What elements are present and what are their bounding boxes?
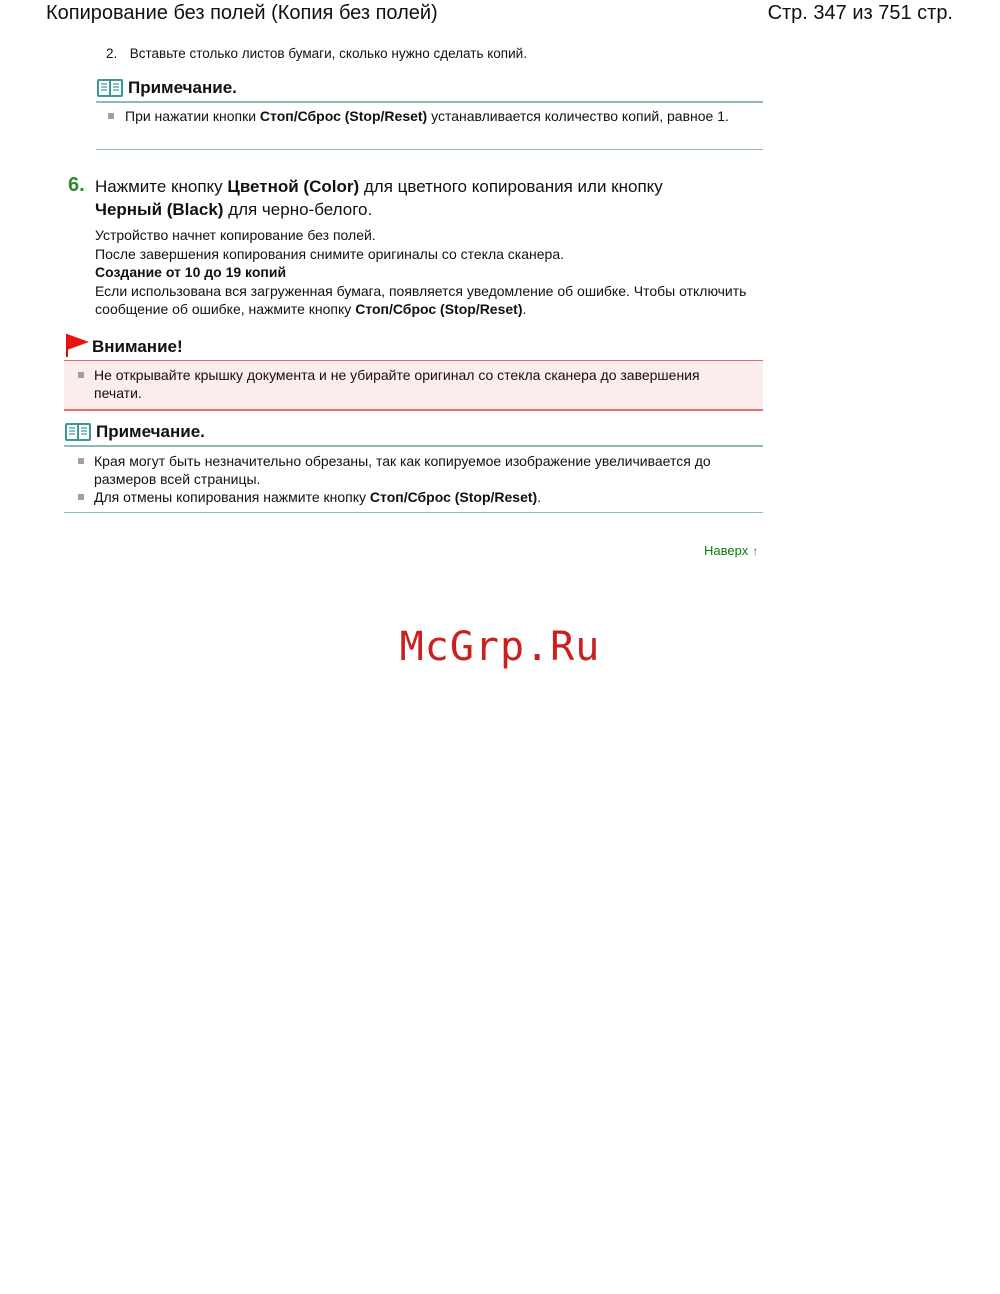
body-line-1: Устройство начнет копирование без полей. <box>95 227 376 243</box>
note-1-item <box>108 107 748 125</box>
step-2-text: Вставьте столько листов бумаги, сколько нужно сделать копий. <box>129 46 527 61</box>
step-2-number: 2. <box>106 46 118 61</box>
warning-title: Внимание! <box>92 337 183 356</box>
stop-reset-key-label: Стоп/Сброс (Stop/Reset) <box>355 301 523 317</box>
body-line-3 <box>95 282 755 319</box>
note-1-item-text: При нажатии кнопки <box>125 108 260 124</box>
bullet-square-icon <box>78 372 84 378</box>
warning-item <box>78 366 748 402</box>
step-6-text <box>95 175 755 221</box>
step-6-number: 6. <box>68 174 85 196</box>
note-1-top-rule <box>96 101 763 103</box>
note-2-item-1 <box>78 452 738 488</box>
back-to-top-label[interactable]: Наверх <box>704 543 749 558</box>
color-key-label: Цветной (Color) <box>227 177 360 196</box>
book-icon <box>64 422 92 442</box>
step-6-text-part: для цветного копирования или кнопку <box>359 177 663 196</box>
step-6-text-part: Нажмите кнопку <box>95 177 228 196</box>
step-6-body <box>95 226 755 319</box>
arrow-up-icon[interactable]: ↑ <box>752 543 759 558</box>
note-1-heading <box>96 78 237 98</box>
watermark: McGrp.Ru <box>399 624 601 670</box>
note-2-heading <box>64 422 205 442</box>
back-to-top-link[interactable] <box>704 543 758 558</box>
bullet-square-icon <box>78 458 84 464</box>
note-2-top-rule <box>64 445 763 447</box>
body-line-3-text: Если использована вся загруженная бумага, появляется уведомление об ошибке. Чтобы отключить сообщение об ошибке, нажмите кнопку <box>95 282 747 317</box>
stop-reset-key-label: Стоп/Сброс (Stop/Reset) <box>259 108 428 124</box>
bullet-square-icon <box>108 113 114 119</box>
step-6-text-part: для черно-белого. <box>223 200 373 219</box>
body-line-3-end: . <box>522 301 527 317</box>
note-2-item-1-text: Края могут быть незначительно обрезаны, так как копируемое изображение увеличивается до размеров всей страницы. <box>94 453 711 487</box>
note-1-bottom-rule <box>96 149 763 150</box>
note-1-item-text-end: устанавливается количество копий, равное 1. <box>427 108 729 124</box>
note-2-item-2-end: . <box>537 489 542 505</box>
bullet-square-icon <box>78 494 84 500</box>
book-icon <box>96 78 124 98</box>
note-2-item-2-text: Для отмены копирования нажмите кнопку <box>94 489 370 505</box>
red-flag-icon <box>64 332 90 358</box>
page-counter: Стр. 347 из 751 стр. <box>767 2 953 24</box>
stop-reset-key-label: Стоп/Сброс (Stop/Reset) <box>369 489 538 505</box>
note-2-bottom-rule <box>64 512 763 513</box>
note-2-title: Примечание. <box>96 422 205 441</box>
note-1-title: Примечание. <box>128 78 237 97</box>
note-2-item-2 <box>78 488 738 506</box>
warning-item-text: Не открывайте крышку документа и не убирайте оригинал со стекла сканера до завершения печати. <box>94 367 700 401</box>
step-2 <box>106 46 527 61</box>
warning-heading <box>64 332 183 358</box>
black-key-label: Черный (Black) <box>95 200 224 219</box>
body-subheading: Создание от 10 до 19 копий <box>95 264 287 280</box>
body-line-2: После завершения копирования снимите оригиналы со стекла сканера. <box>95 245 565 262</box>
page-header-title: Копирование без полей (Копия без полей) <box>46 2 438 24</box>
